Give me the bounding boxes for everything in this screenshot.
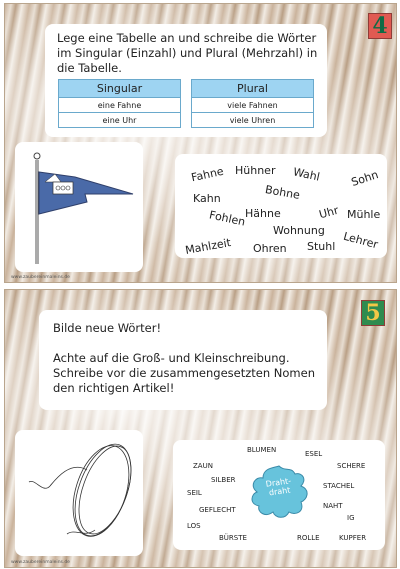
word: IG — [347, 514, 355, 522]
word: STACHEL — [323, 482, 355, 490]
plural-table — [191, 79, 314, 128]
table-cell: viele Uhren — [192, 113, 314, 128]
word: Wohnung — [273, 224, 325, 237]
word: Ohren — [253, 242, 287, 255]
task-card-5 — [4, 289, 397, 568]
footer-url: www.zaubereinmaleins.de — [11, 560, 70, 565]
instruction-panel — [39, 310, 327, 410]
word: Fohlen — [208, 208, 247, 229]
center-word: Draht- draht — [265, 476, 292, 498]
task-number: 5 — [365, 300, 381, 326]
word: Bohne — [264, 183, 301, 202]
table-cell: viele Fahnen — [192, 98, 314, 113]
wire-coil-illustration — [15, 430, 143, 556]
word: Wahl — [291, 165, 322, 184]
wire-picture-panel — [15, 430, 143, 556]
singular-table — [58, 79, 181, 128]
flag-picture-panel — [15, 142, 143, 272]
footer-url: www.zaubereinmaleins.de — [11, 275, 70, 280]
plural-header: Plural — [192, 80, 314, 98]
word: ZAUN — [193, 462, 213, 470]
word: SEIL — [187, 489, 202, 497]
instruction-heading: Bilde neue Wörter! — [53, 321, 162, 335]
word: SCHERE — [337, 462, 366, 470]
word: Hähne — [245, 207, 281, 220]
word: LOS — [187, 522, 201, 530]
word: Sohn — [349, 168, 380, 189]
word: Stuhl — [307, 240, 336, 253]
word: Hühner — [235, 164, 276, 177]
word: BLUMEN — [247, 446, 277, 454]
word: Mühle — [347, 208, 381, 221]
word: ROLLE — [297, 534, 320, 542]
word: BÜRSTE — [219, 534, 247, 542]
instruction-text: Achte auf die Groß- und Kleinschreibung. Schreibe vor die zusammengesetzten Nomen den richtigen Artikel! — [53, 351, 315, 395]
word: ESEL — [305, 450, 323, 458]
word: SILBER — [211, 476, 236, 484]
word: Kahn — [193, 192, 221, 205]
table-cell: eine Fahne — [59, 98, 181, 113]
singular-header: Singular — [59, 80, 181, 98]
task-number-tile — [368, 13, 392, 39]
instruction-panel — [45, 24, 327, 137]
word: Lehrer — [341, 229, 380, 252]
word: KUPFER — [339, 534, 367, 542]
word: Fahne — [190, 164, 225, 185]
word: Uhr — [317, 203, 340, 222]
flag-illustration — [15, 142, 143, 272]
instruction-text: Lege eine Tabelle an und schreibe die Wörter im Singular (Einzahl) und Plural (Mehrzahl) in die Tabelle. — [57, 31, 318, 75]
word: GEFLECHT — [199, 506, 236, 514]
word: Mahlzeit — [184, 236, 232, 257]
word: NAHT — [323, 502, 343, 510]
task-number: 4 — [372, 13, 388, 39]
task-number-tile — [361, 300, 385, 326]
task-card-4 — [4, 3, 397, 283]
table-cell: eine Uhr — [59, 113, 181, 128]
word-cloud-panel — [175, 154, 387, 258]
word-cloud-panel — [173, 440, 385, 550]
